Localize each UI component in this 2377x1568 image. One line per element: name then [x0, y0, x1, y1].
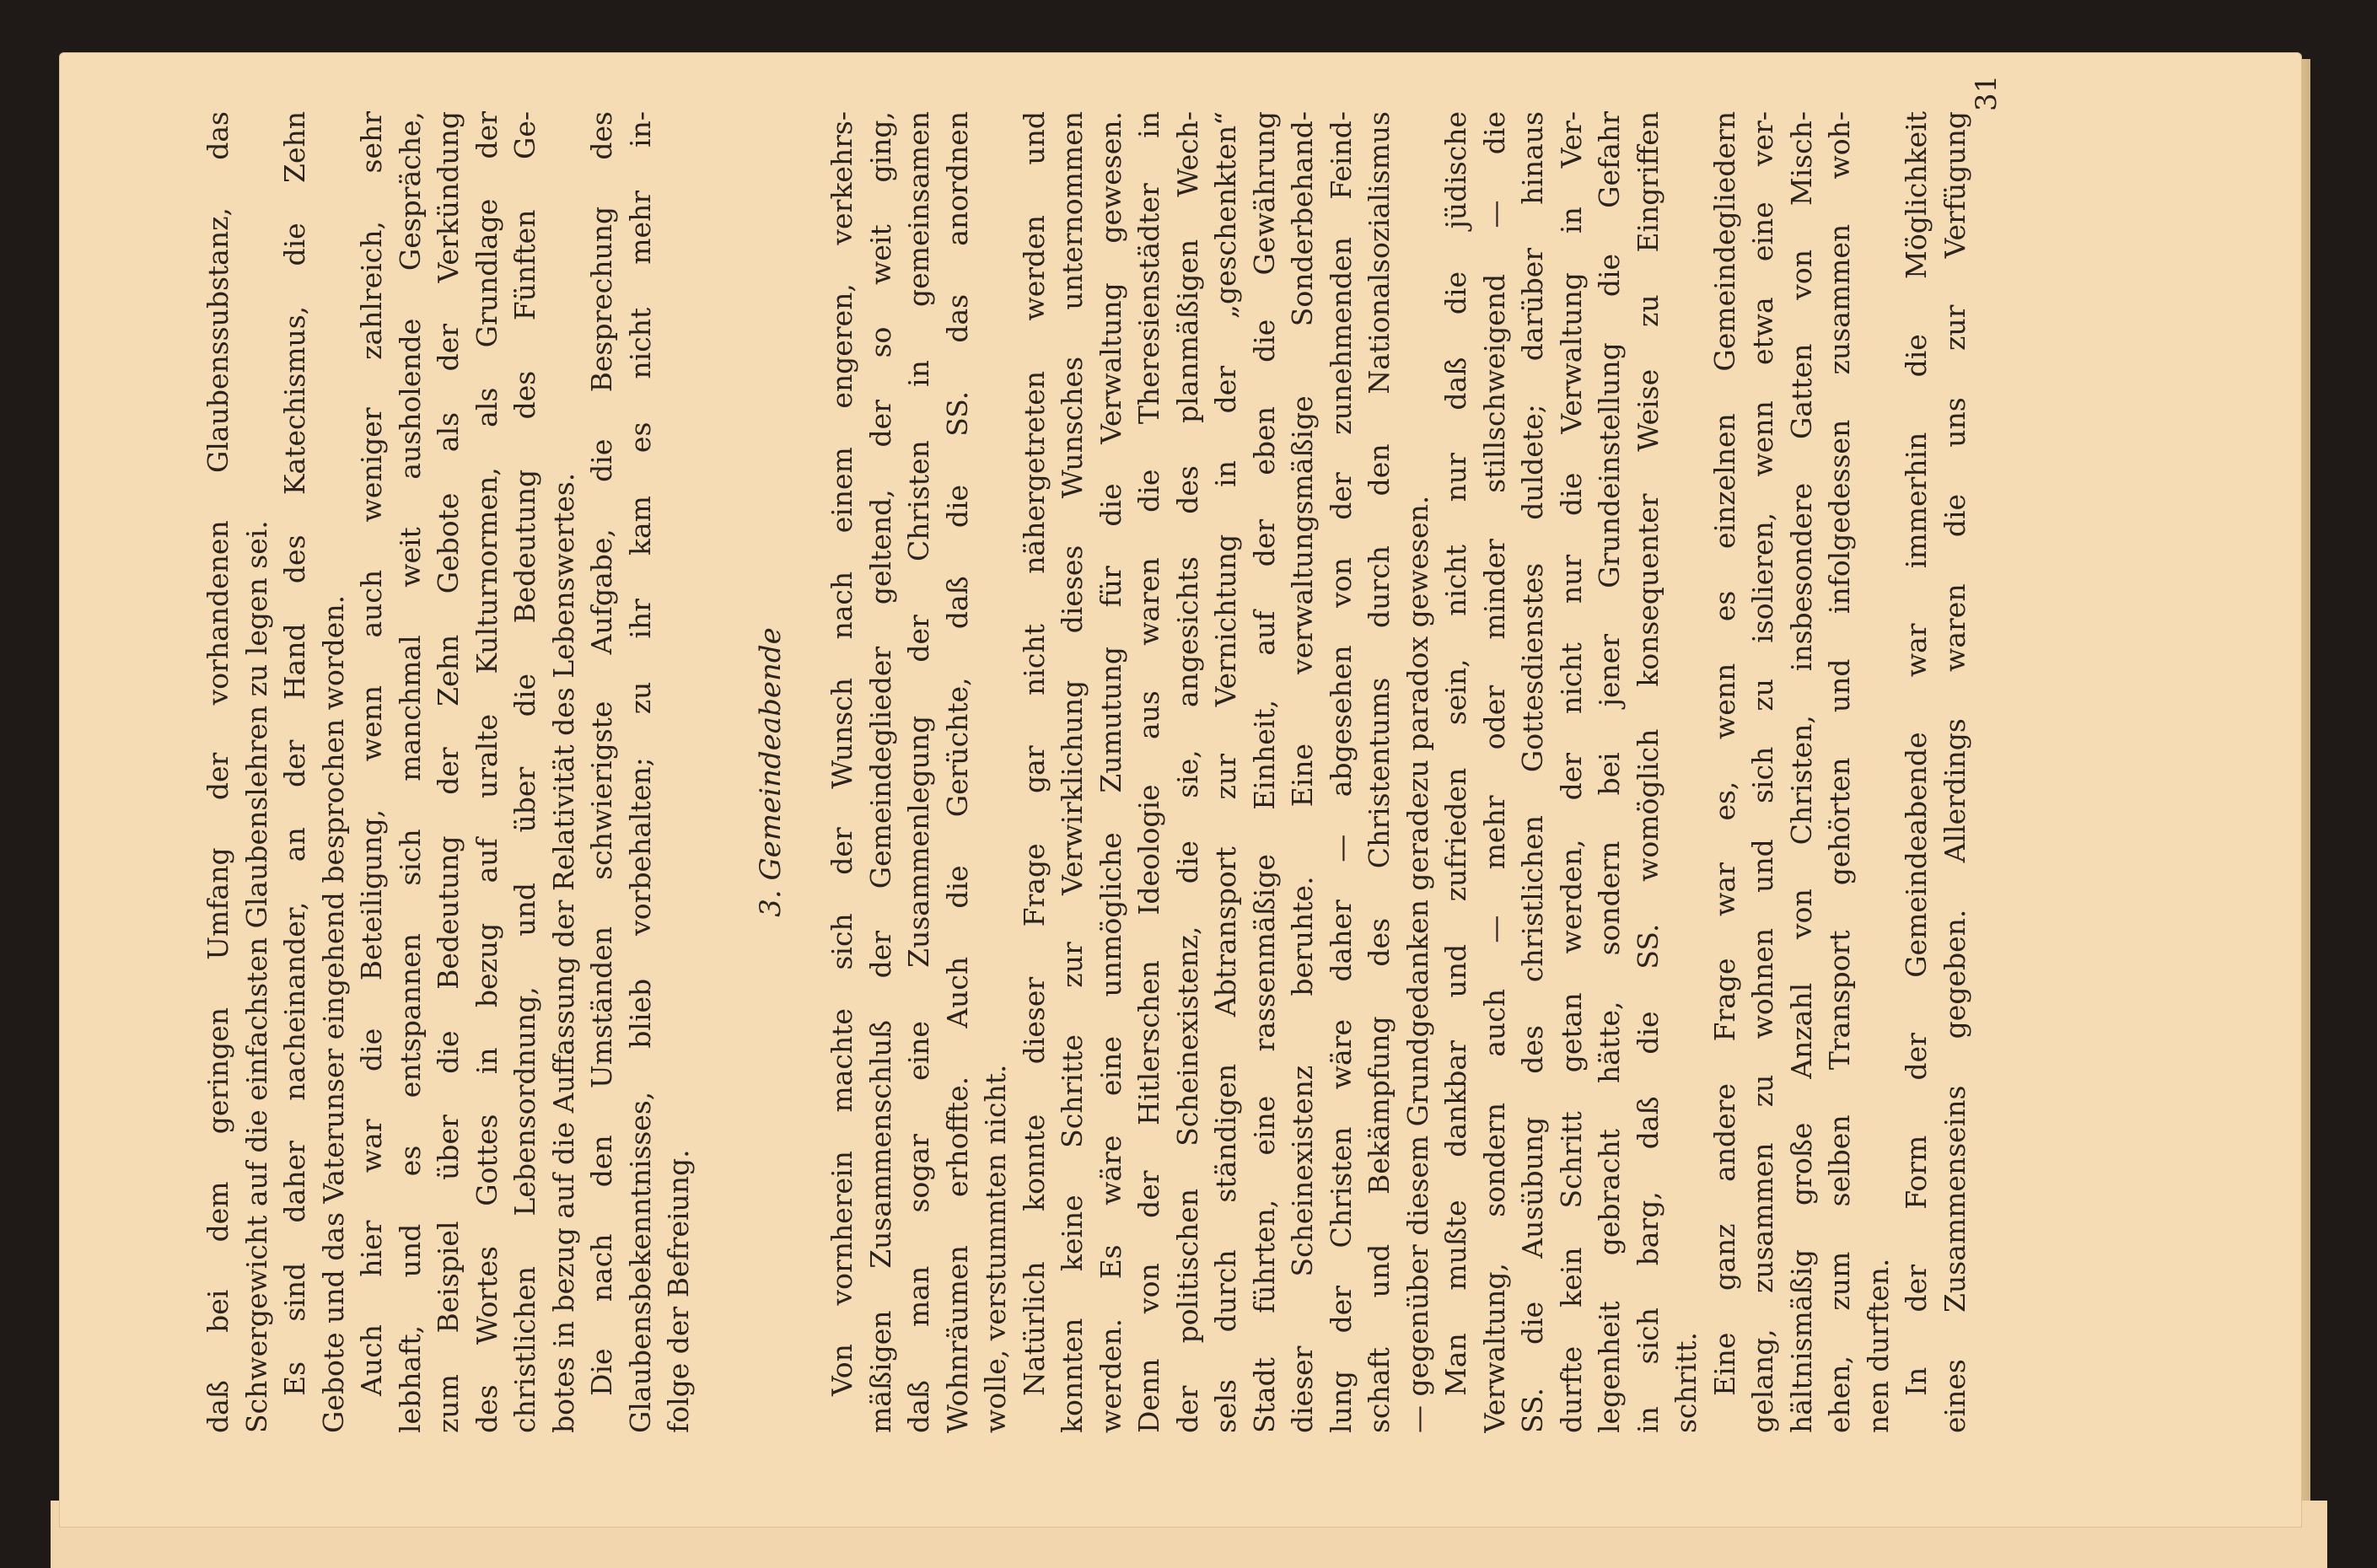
text-line: des Wortes Gottes in bezug auf uralte Kulturnormen, als Grundlage der — [470, 111, 503, 1433]
text-line: Denn von der Hitlerschen Ideologie aus waren die Theresienstädter in — [1132, 111, 1165, 1433]
text-line: lebhaft, und es entspannen sich manchmal weit ausholende Gespräche, — [393, 111, 427, 1433]
text-line: — gegenüber diesem Grundgedanken geradezu paradox gewesen. — [1401, 495, 1434, 1433]
text-line: zum Beispiel über die Bedeutung der Zehn Gebote als der Verkündung — [432, 111, 465, 1433]
text-line: schaft und Bekämpfung des Christentums durch den Nationalsozialismus — [1363, 111, 1396, 1433]
page-number: 31 — [1970, 74, 2003, 111]
text-line: lung der Christen wäre daher — abgesehen von der zunehmenden Feind- — [1324, 111, 1358, 1433]
text-line: Wohnräumen erhoffte. Auch die Gerüchte, daß die SS. das anordnen — [940, 111, 974, 1433]
text-line: nen durften. — [1861, 1258, 1895, 1433]
text-line: legenheit gebracht hätte, sondern bei jener Grundeinstellung die Gefahr — [1593, 111, 1626, 1433]
section-heading: 3. Gemeindeabende — [754, 627, 788, 917]
text-line: SS. die Ausübung des christlichen Gottesdienstes duldete; darüber hinaus — [1516, 111, 1549, 1433]
text-line: eines Zusammenseins gegeben. Allerdings waren die uns zur Verfügung — [1938, 111, 1971, 1433]
text-line: mäßigen Zusammenschluß der Gemeindeglieder geltend, der so weit ging, — [863, 111, 897, 1433]
text-line: schritt. — [1670, 1331, 1702, 1433]
text-line: Auch hier war die Beteiligung, wenn auch weniger zahlreich, sehr — [355, 111, 388, 1396]
text-line: folge der Befreiung. — [662, 1149, 695, 1433]
text-line: dieser Scheinexistenz beruhte. Eine verwaltungsmäßige Sonderbehand- — [1286, 111, 1319, 1433]
text-line: durfte kein Schritt getan werden, der nicht nur die Verwaltung in Ver- — [1554, 111, 1588, 1433]
text-line: Stadt führten, eine rassenmäßige Einheit, auf der eben die Gewährung — [1247, 111, 1281, 1433]
text-line: Glaubensbekenntnisses, blieb vorbehalten; zu ihr kam es nicht mehr in- — [623, 111, 657, 1433]
text-line: werden. Es wäre eine unmögliche Zumutung für die Verwaltung gewesen. — [1094, 111, 1127, 1433]
text-line: sels durch ständigen Abtransport zur Vernichtung in der „geschenkten“ — [1209, 111, 1242, 1433]
text-line: Verwaltung, sondern auch — mehr oder minder stillschweigend — die — [1477, 111, 1511, 1433]
text-line: wolle, verstummten nicht. — [979, 1064, 1012, 1433]
text-line: Gebote und das Vaterunser eingehend besprochen worden. — [316, 594, 350, 1433]
text-line: der politischen Scheinexistenz, die sie, angesichts des planmäßigen Wech- — [1170, 111, 1204, 1433]
text-line: christlichen Lebensordnung, und über die Bedeutung des Fünften Ge- — [508, 111, 541, 1433]
text-line: gelang, zusammen zu wohnen und sich zu isolieren, wenn etwa eine ver- — [1746, 111, 1779, 1433]
paragraphs-after-heading — [823, 111, 1974, 1433]
text-line: Es sind daher nacheinander, an der Hand des Katechismus, die Zehn — [278, 111, 311, 1396]
text-line: in sich barg, daß die SS. womöglich konsequenter Weise zu Eingriffen — [1631, 111, 1664, 1433]
text-line: In der Form der Gemeindeabende war immerhin die Möglichkeit — [1900, 111, 1933, 1396]
text-line: botes in bezug auf die Auffassung der Relativität des Lebenswertes. — [546, 472, 580, 1433]
text-line: Die nach den Umständen schwierigste Aufgabe, die Besprechung des — [585, 111, 618, 1396]
text-line: konnten keine Schritte zur Verwirklichung dieses Wunsches unternommen — [1056, 111, 1089, 1433]
text-line: ehen, zum selben Transport gehörten und infolgedessen zusammen woh- — [1823, 111, 1856, 1433]
text-line: daß bei dem geringen Umfang der vorhandenen Glaubenssubstanz, das — [202, 111, 234, 1433]
rotated-page-content — [34, 17, 2192, 1433]
text-line: Eine ganz andere Frage war es, wenn es einzelnen Gemeindegliedern — [1707, 111, 1741, 1396]
text-line: Man mußte dankbar und zufrieden sein, nicht nur daß die jüdische — [1439, 111, 1472, 1396]
text-line: Natürlich konnte dieser Frage gar nicht nähergetreten werden und — [1017, 111, 1051, 1396]
text-line: Von vornherein machte sich der Wunsch nach einem engeren, verkehrs- — [825, 111, 858, 1396]
paragraphs-before-heading — [199, 111, 698, 1433]
text-line: daß man sogar eine Zusammenlegung der Christen in gemeinsamen — [902, 111, 935, 1433]
text-line: Schwergewicht auf die einfachsten Glaubenslehren zu legen sei. — [239, 520, 273, 1433]
text-line: hältnismäßig große Anzahl von Christen, insbesondere Gatten von Misch- — [1784, 111, 1818, 1433]
